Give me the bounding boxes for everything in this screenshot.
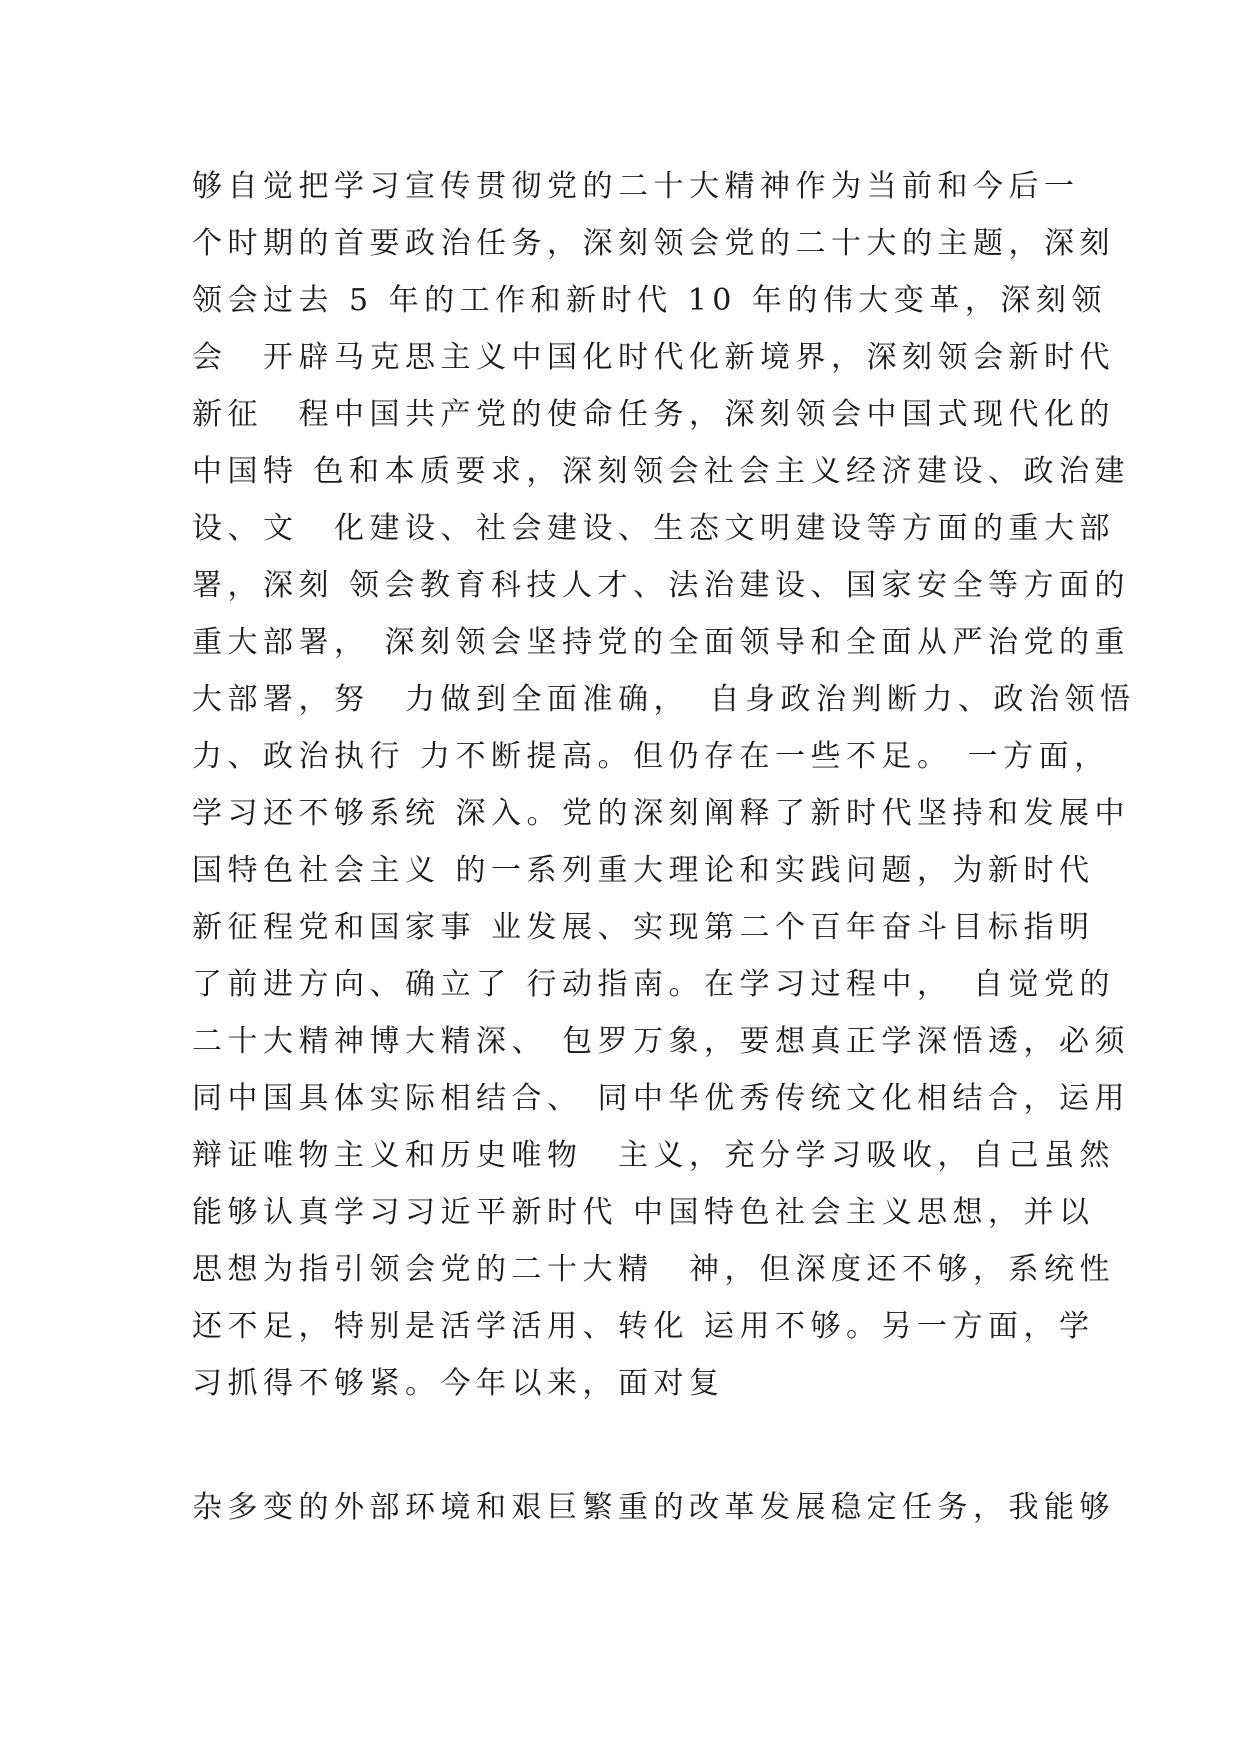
paragraph-line-7: 设、文 化建设、社会建设、生态文明建设等方面的重大部	[192, 511, 1115, 546]
paragraph-line-12: 学习还不够系统 深入。党的深刻阐释了新时代坚持和发展中	[192, 796, 1131, 831]
tail-line: 杂多变的外部环境和艰巨繁重的改革发展稳定任务，我能够	[192, 1490, 1115, 1525]
paragraph-line-21: 还不足，特别是活学活用、转化 运用不够。另一方面，学	[192, 1309, 1095, 1344]
paragraph-line-22: 习抓得不够紧。今年以来，面对复	[192, 1366, 725, 1401]
paragraph-line-15: 了前进方向、确立了 行动指南。在学习过程中， 自觉党的	[192, 967, 1116, 1002]
next-paragraph	[192, 1479, 1115, 1536]
paragraph-line-16: 二十大精神博大精深、 包罗万象，要想真正学深悟透，必须	[192, 1024, 1131, 1059]
paragraph-line-8: 署，深刻 领会教育科技人才、法治建设、国家安全等方面的	[192, 568, 1131, 603]
paragraph-line-19: 能够认真学习习近平新时代 中国特色社会主义思想，并以	[192, 1195, 1095, 1230]
paragraph-line-4: 会 开辟马克思主义中国化时代化新境界，深刻领会新时代	[192, 340, 1115, 375]
paragraph-line-14: 新征程党和国家事 业发展、实现第二个百年奋斗目标指明	[192, 910, 1095, 945]
paragraph-line-11: 力、政治执行 力不断提高。但仍存在一些不足。 一方面，	[192, 739, 1110, 774]
paragraph-line-1: 够自觉把学习宣传贯彻党的二十大精神作为当前和今后一	[192, 169, 1080, 204]
main-paragraph	[192, 158, 1136, 1412]
paragraph-line-9: 重大部署， 深刻领会坚持党的全面领导和全面从严治党的重	[192, 625, 1131, 660]
paragraph-line-13: 国特色社会主义 的一系列重大理论和实践问题，为新时代	[192, 853, 1095, 888]
paragraph-line-2: 个时期的首要政治任务，深刻领会党的二十大的主题，深刻	[192, 226, 1115, 261]
paragraph-line-17: 同中国具体实际相结合、 同中华优秀传统文化相结合，运用	[192, 1081, 1131, 1116]
paragraph-line-10: 大部署，努 力做到全面准确， 自身政治判断力、政治领悟	[192, 682, 1136, 717]
paragraph-line-6: 中国特 色和本质要求，深刻领会社会主义经济建设、政治建	[192, 454, 1131, 489]
paragraph-line-3: 领会过去 5 年的工作和新时代 10 年的伟大变革，深刻领	[192, 283, 1107, 318]
paragraph-line-20: 思想为指引领会党的二十大精 神，但深度还不够，系统性	[192, 1252, 1115, 1287]
paragraph-line-18: 辩证唯物主义和历史唯物 主义，充分学习吸收，自己虽然	[192, 1138, 1115, 1173]
paragraph-line-5: 新征 程中国共产党的使命任务，深刻领会中国式现代化的	[192, 397, 1115, 432]
